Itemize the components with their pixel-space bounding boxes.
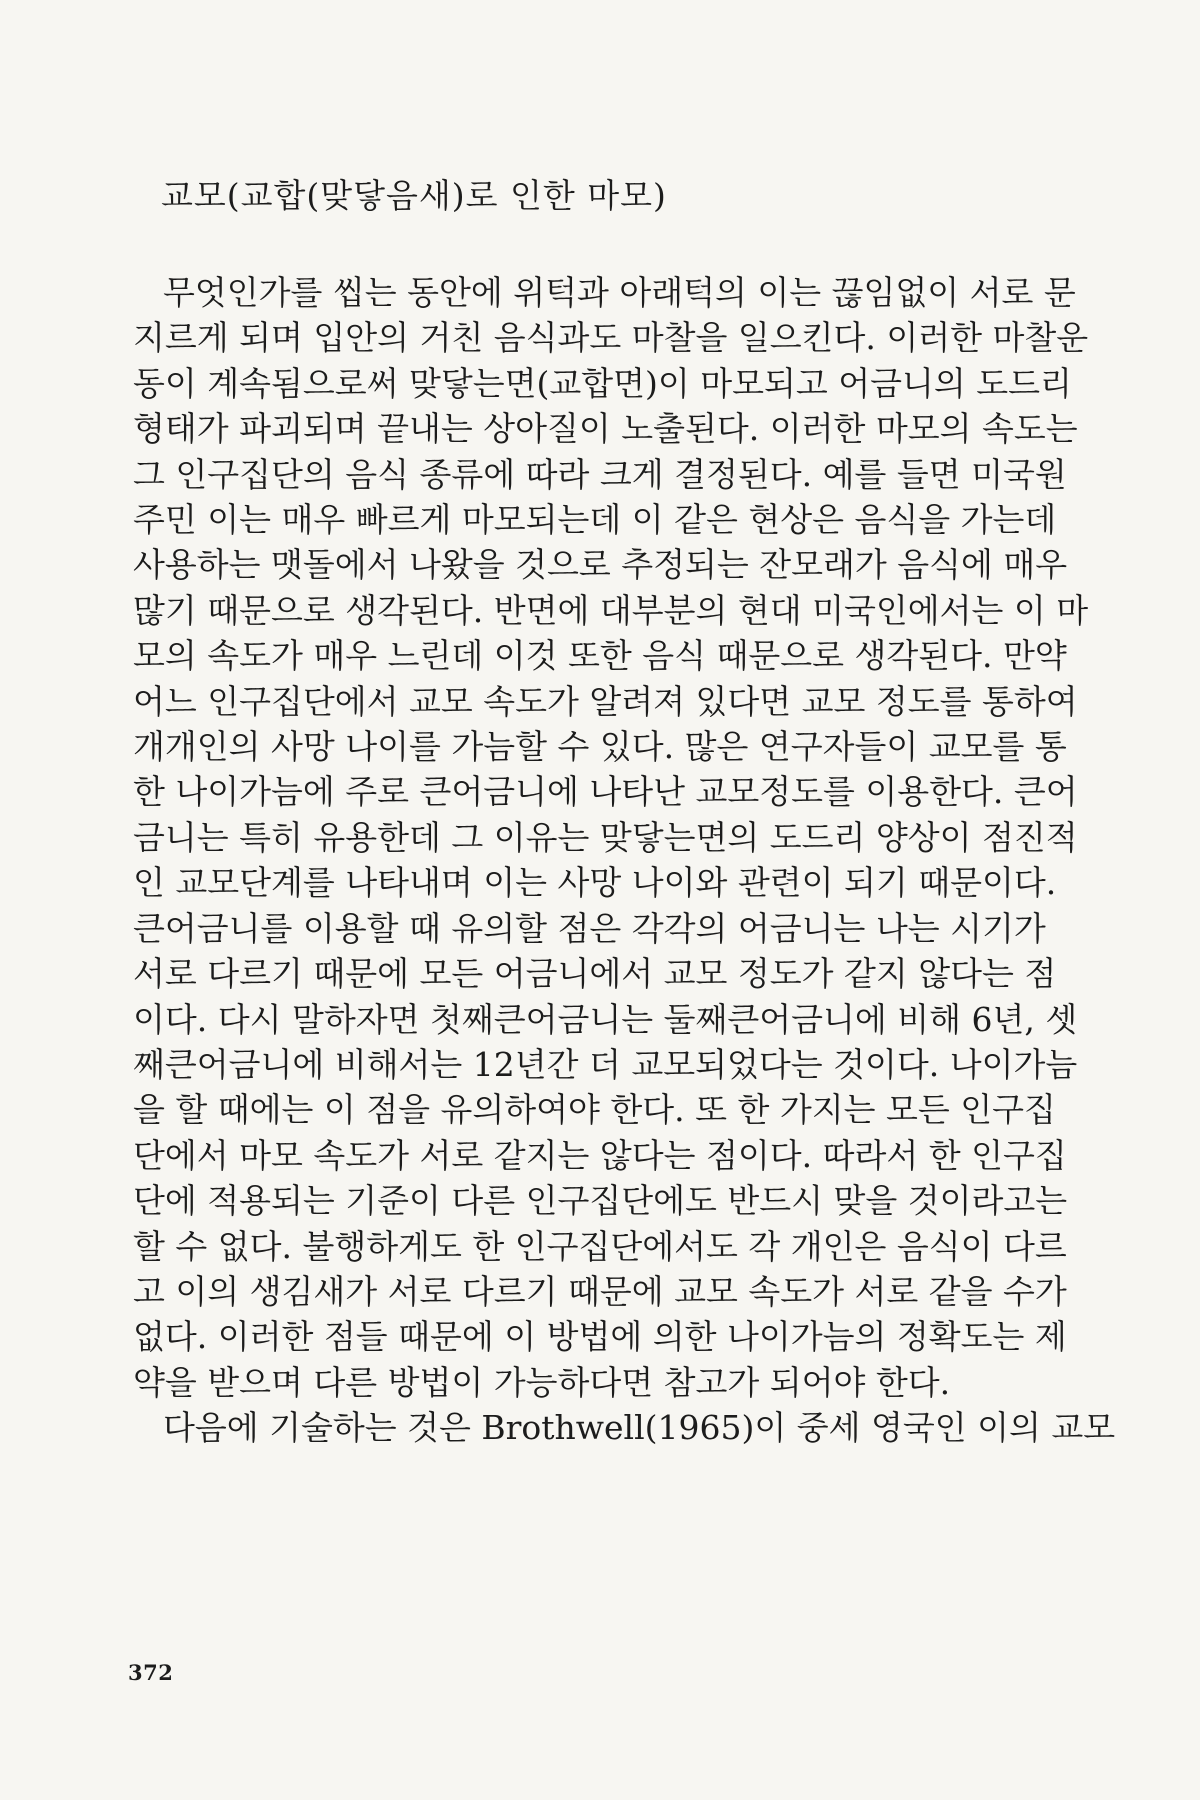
text-line: 사용하는 맷돌에서 나왔을 것으로 추정되는 잔모래가 음식에 매우 [133, 545, 1068, 585]
text-line: 한 나이가늠에 주로 큰어금니에 나타난 교모정도를 이용한다. 큰어 [133, 772, 1078, 812]
text-line: 고 이의 생김새가 서로 다르기 때문에 교모 속도가 서로 같을 수가 [133, 1271, 1067, 1311]
text-line: 동이 계속됨으로써 맞닿는면(교합면)이 마모되고 어금니의 도드리 [133, 363, 1072, 403]
text-line: 모의 속도가 매우 느린데 이것 또한 음식 때문으로 생각된다. 만약 [133, 636, 1067, 676]
text-line: 많기 때문으로 생각된다. 반면에 대부분의 현대 미국인에서는 이 마 [133, 590, 1089, 630]
page-number: 372 [128, 1660, 174, 1685]
text-line: 그 인구집단의 음식 종류에 따라 크게 결정된다. 예를 들면 미국원 [133, 454, 1067, 494]
text-line: 어느 인구집단에서 교모 속도가 알려져 있다면 교모 정도를 통하여 [133, 681, 1078, 721]
text-line: 다음에 기술하는 것은 Brothwell(1965)이 중세 영국인 이의 교모 [163, 1408, 1116, 1448]
text-line: 인 교모단계를 나타내며 이는 사망 나이와 관련이 되기 때문이다. [133, 863, 1057, 903]
text-line: 단에 적용되는 기준이 다른 인구집단에도 반드시 맞을 것이라고는 [133, 1181, 1068, 1221]
section-heading: 교모(교합(맞닿음새)로 인한 마모) [161, 176, 667, 215]
text-line: 약을 받으며 다른 방법이 가능하다면 참고가 되어야 한다. [133, 1362, 951, 1402]
text-line: 서로 다르기 때문에 모든 어금니에서 교모 정도가 같지 않다는 점 [133, 954, 1057, 994]
text-line: 주민 이는 매우 빠르게 마모되는데 이 같은 현상은 음식을 가는데 [133, 500, 1057, 540]
text-line: 형태가 파괴되며 끝내는 상아질이 노출된다. 이러한 마모의 속도는 [133, 409, 1078, 449]
body-text [133, 270, 1116, 1451]
text-line: 이다. 다시 말하자면 첫째큰어금니는 둘째큰어금니에 비해 6년, 셋 [133, 999, 1078, 1039]
text-line: 없다. 이러한 점들 때문에 이 방법에 의한 나이가늠의 정확도는 제 [133, 1317, 1067, 1357]
text-line: 지르게 되며 입안의 거친 음식과도 마찰을 일으킨다. 이러한 마찰운 [133, 318, 1089, 358]
text-line: 을 할 때에는 이 점을 유의하여야 한다. 또 한 가지는 모든 인구집 [133, 1090, 1056, 1130]
text-line: 개개인의 사망 나이를 가늠할 수 있다. 많은 연구자들이 교모를 통 [133, 727, 1067, 767]
text-line: 단에서 마모 속도가 서로 같지는 않다는 점이다. 따라서 한 인구집 [133, 1135, 1067, 1175]
text-line: 할 수 없다. 불행하게도 한 인구집단에서도 각 개인은 음식이 다르 [133, 1226, 1067, 1266]
text-line: 큰어금니를 이용할 때 유의할 점은 각각의 어금니는 나는 시기가 [133, 908, 1046, 948]
text-line: 금니는 특히 유용한데 그 이유는 맞닿는면의 도드리 양상이 점진적 [133, 817, 1078, 857]
text-line: 째큰어금니에 비해서는 12년간 더 교모되었다는 것이다. 나이가늠 [133, 1044, 1078, 1084]
text-line: 무엇인가를 씹는 동안에 위턱과 아래턱의 이는 끊임없이 서로 문 [163, 273, 1076, 312]
